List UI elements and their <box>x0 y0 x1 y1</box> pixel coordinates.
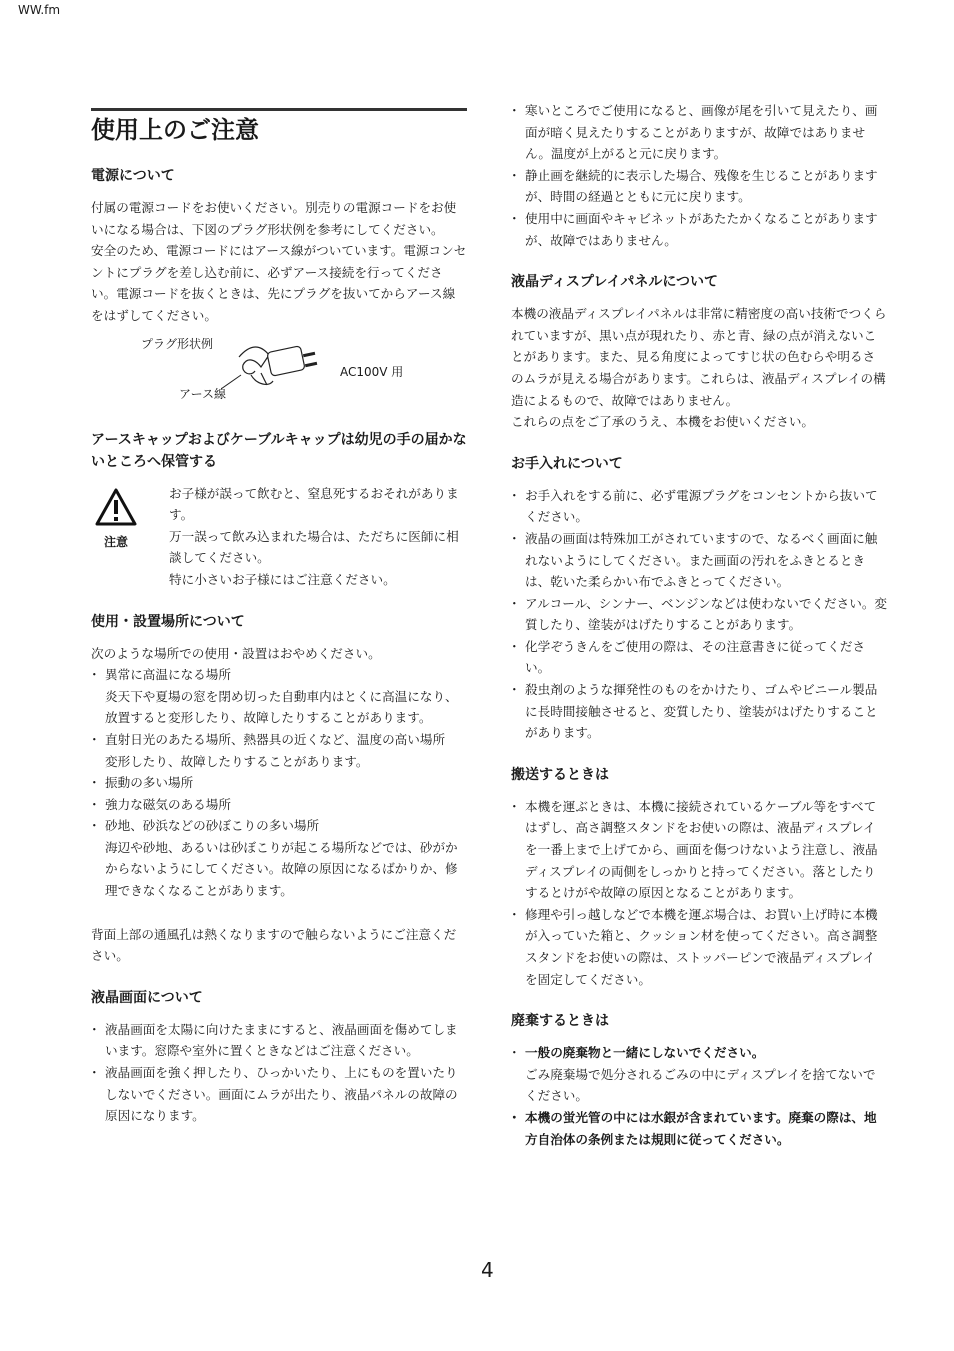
list-item-detail: ごみ廃棄場で処分されるごみの中にディスプレイを捨てないでください。 <box>525 1066 876 1104</box>
transport-list <box>511 796 887 990</box>
power-paragraph-2: 安全のため、電源コードにはアース線がついています。電源コンセントにプラグを差し込む前に、必ずアース接続を行ってください。電源コードを抜くときは、先にプラグを抜いてからアース線をはずしてください。 <box>91 243 467 323</box>
list-item: ・ 本機の蛍光管の中には水銀が含まれています。廃棄の際は、地方自治体の条例または規則に従ってください。 <box>511 1107 887 1150</box>
caution-block <box>91 483 467 591</box>
panel-paragraph-2: これらの点をご了承のうえ、本機をお使いください。 <box>511 414 815 430</box>
list-item: ・ 修理や引っ越しなどで本機を運ぶ場合は、お買い上げ時に本機が入っていた箱と、クッション材を使ってください。高さ調整スタンドをお使いの際は、ストッパーピンで液晶ディスプレイを固定してください。 <box>511 904 887 990</box>
list-item: ・ 液晶画面を太陽に向けたままにすると、液晶画面を傷めてしまいます。窓際や室外に置くときなどはご注意ください。 <box>91 1019 467 1062</box>
disposal-list <box>511 1042 887 1150</box>
page-title: 使用上のご注意 <box>91 108 467 147</box>
screen-continued-list <box>511 100 887 251</box>
list-item: ・ お手入れをする前に、必ず電源プラグをコンセントから抜いてください。 <box>511 485 887 528</box>
list-item <box>91 815 467 901</box>
transport-section <box>511 764 887 990</box>
list-item-title: 砂地、砂浜などの砂ぼこりの多い場所 <box>105 818 320 834</box>
list-item-detail: 炎天下や夏場の窓を閉め切った自動車内はとくに高温になり、放置すると変形したり、故障したりすることがあります。 <box>105 688 458 726</box>
panel-paragraph-1: 本機の液晶ディスプレイパネルは非常に精密度の高い技術でつくられていますが、黒い点が現れたり、赤と青、緑の点が消えないことがあります。また、見る角度によってすじ状の色むらや明るさのムラが見える場合があります。これらは、液晶ディスプレイの構造によるもので、故障ではありません。 <box>511 306 887 408</box>
disposal-heading: 廃棄するときは <box>511 1013 609 1030</box>
list-item: ・ 寒いところでご使用になると、画像が尾を引いて見えたり、画面が暗く見えたりすることがありますが、故障ではありません。温度が上がると元に戻ります。 <box>511 100 887 165</box>
power-heading: 電源について <box>91 168 175 184</box>
page-number: 4 <box>481 1258 494 1282</box>
care-list <box>511 485 887 744</box>
list-item <box>91 772 467 794</box>
ground-wire-label: アース線 <box>179 386 227 401</box>
list-item <box>511 1042 887 1107</box>
list-item-detail: 変形したり、故障したりすることがあります。 <box>105 753 369 769</box>
right-column <box>511 100 887 1170</box>
caps-paragraph-2: 万一誤って飲み込まれた場合は、ただちに医師に相談してください。 <box>169 528 459 566</box>
caps-section <box>91 429 467 591</box>
list-item <box>91 729 467 772</box>
care-heading: お手入れについて <box>511 455 623 472</box>
list-item-title: 強力な磁気のある場所 <box>105 796 231 812</box>
care-section <box>511 453 887 744</box>
left-column <box>91 100 467 1147</box>
list-item: ・ 静止画を継続的に表示した場合、残像を生じることがありますが、時間の経過とともに元に戻ります。 <box>511 165 887 208</box>
list-item <box>91 664 467 729</box>
caps-heading: アースキャップおよびケーブルキャップは幼児の手の届かないところへ保管する <box>91 431 467 470</box>
plug-illustration <box>221 335 341 405</box>
caution-icon <box>91 487 141 550</box>
location-heading: 使用・設置場所について <box>91 613 245 630</box>
list-item-title: 振動の多い場所 <box>105 775 194 791</box>
screen-list <box>91 1019 467 1127</box>
list-item: ・ 使用中に画面やキャビネットがあたたかくなることがありますが、故障ではありません。 <box>511 208 887 251</box>
ac100v-label: AC100V 用 <box>340 364 404 379</box>
list-item-title: 一般の廃棄物と一緒にしないでください。 <box>525 1045 765 1061</box>
screen-heading: 液晶画面について <box>91 989 203 1006</box>
list-item-detail: 海辺や砂地、あるいは砂ぼこりが起こる場所などでは、砂がかからないようにしてください。故障の原因になるばかりか、修理できなくなることがあります。 <box>105 839 458 899</box>
screen-continued-section <box>511 100 887 251</box>
list-item <box>91 794 467 816</box>
vent-note: 背面上部の通風孔は熱くなりますので触らないようにご注意ください。 <box>91 926 457 964</box>
plug-shape-label: プラグ形状例 <box>141 336 214 351</box>
plug-figure <box>91 333 467 409</box>
location-intro: 次のような場所での使用・設置はおやめください。 <box>91 645 381 661</box>
list-item-title: 異常に高温になる場所 <box>105 667 231 683</box>
list-item: ・ アルコール、シンナー、ベンジンなどは使わないでください。変質したり、塗装がはげたりすることがあります。 <box>511 593 887 636</box>
location-list <box>91 664 467 902</box>
warning-triangle-icon <box>94 487 138 527</box>
caps-paragraph-1: お子様が誤って飲むと、窒息死するおそれがあります。 <box>169 485 459 523</box>
list-item: ・ 化学ぞうきんをご使用の際は、その注意書きに従ってください。 <box>511 636 887 679</box>
transport-heading: 搬送するときは <box>511 766 609 783</box>
file-label: WW.fm <box>18 3 61 17</box>
power-section <box>91 165 467 409</box>
location-section <box>91 611 467 967</box>
disposal-section <box>511 1010 887 1150</box>
list-item: ・ 本機を運ぶときは、本機に接続されているケーブル等をすべてはずし、高さ調整スタンドをお使いの際は、液晶ディスプレイを一番上まで上げてから、画面を傷つけないよう注意し、液晶ディスプレイの両側をしっかりと持ってください。落としたりするとけがや故障の原因となることがあります。 <box>511 796 887 904</box>
list-item: ・ 液晶画面を強く押したり、ひっかいたり、上にものを置いたりしないでください。画面にムラが出たり、液晶パネルの故障の原因になります。 <box>91 1062 467 1127</box>
screen-section <box>91 987 467 1127</box>
power-paragraph-1: 付属の電源コードをお使いください。別売りの電源コードをお使いになる場合は、下図のプラグ形状例を参考にしてください。 <box>91 200 457 237</box>
list-item: ・ 液晶の画面は特殊加工がされていますので、なるべく画面に触れないようにしてください。また画面の汚れをふきとるときは、乾いた柔らかい布でふきとってください。 <box>511 528 887 593</box>
list-item-title: 直射日光のあたる場所、熱器具の近くなど、温度の高い場所 <box>105 731 446 747</box>
list-item: ・ 殺虫剤のような揮発性のものをかけたり、ゴムやビニール製品に長時間接触させると、変質したり、塗装がはげたりすることがあります。 <box>511 679 887 744</box>
caps-paragraph-3: 特に小さいお子様にはご注意ください。 <box>169 571 396 587</box>
caution-label: 注意 <box>103 534 128 549</box>
panel-heading: 液晶ディスプレイパネルについて <box>511 274 719 291</box>
panel-section <box>511 271 887 433</box>
